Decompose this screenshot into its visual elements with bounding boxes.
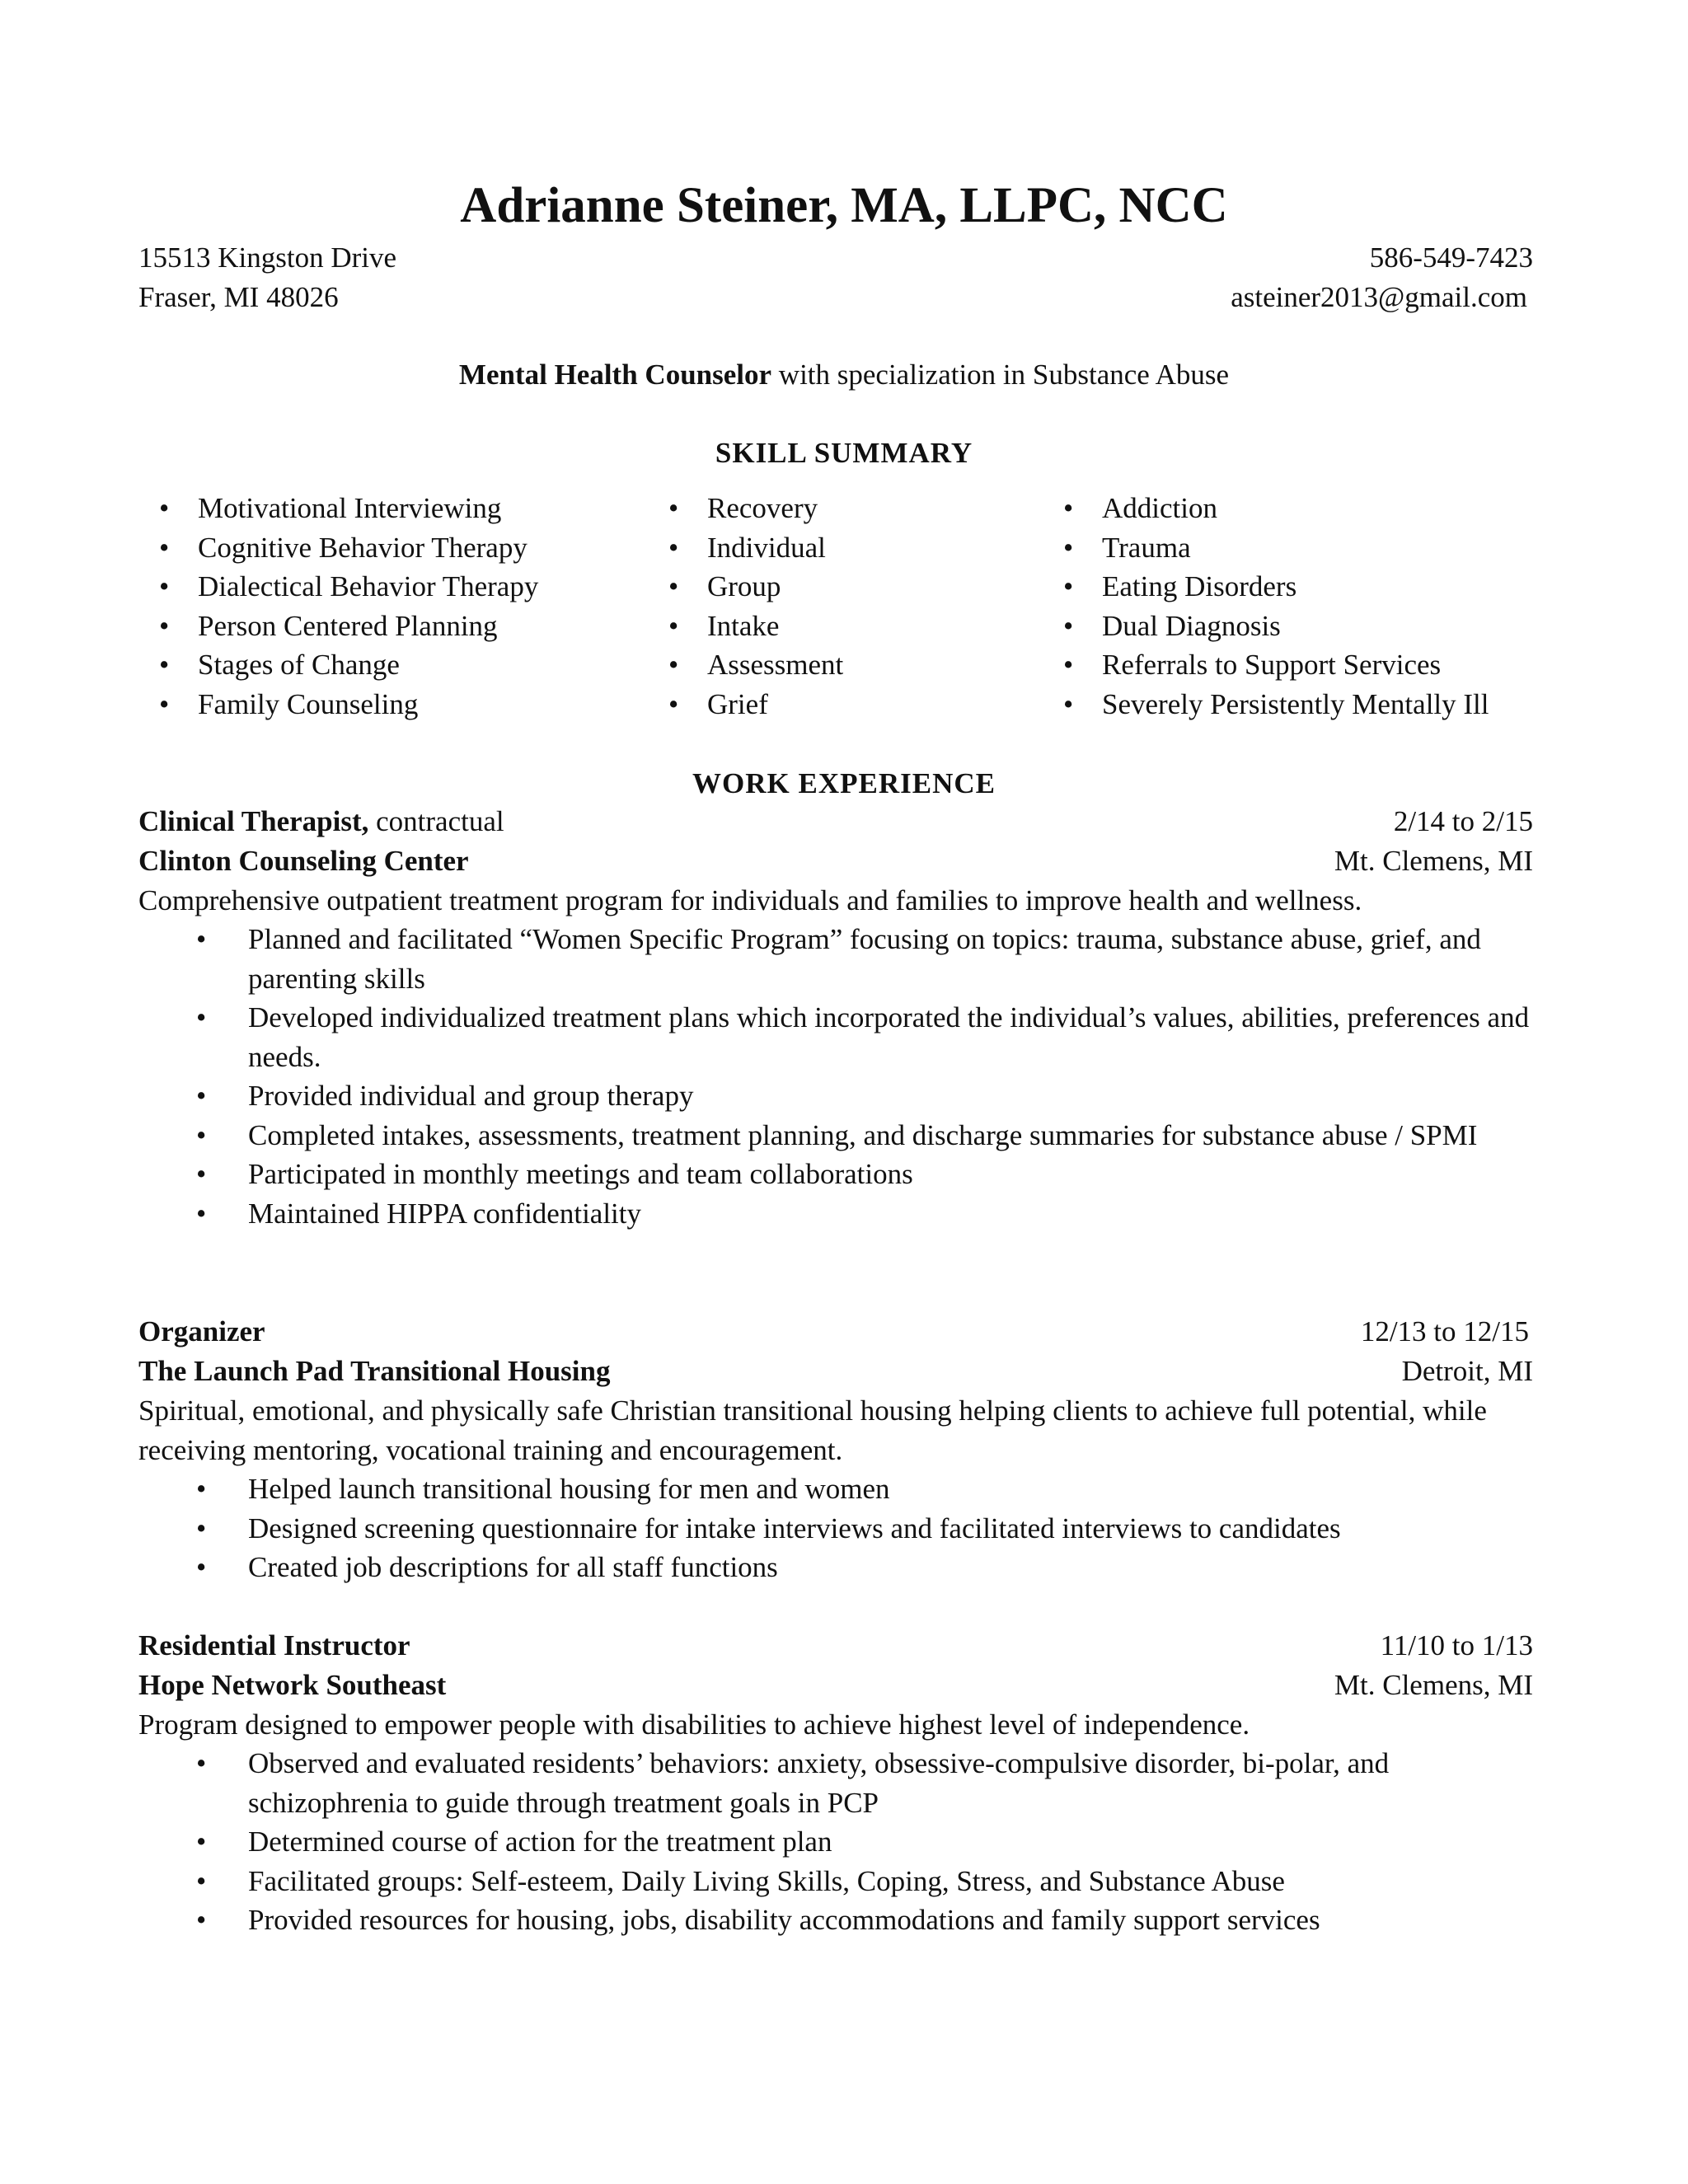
list-item: • Completed intakes, assessments, treatment planning, and discharge summaries for substance abuse / SPMI [196, 1118, 1478, 1151]
skill-item: • Referrals to Support Services [1063, 649, 1442, 681]
job-title: Organizer [138, 1315, 265, 1347]
skills-column-3 [1043, 489, 1489, 724]
list-item: • Facilitated groups: Self-esteem, Daily Living Skills, Coping, Stress, and Substance Abuse [196, 1864, 1285, 1897]
list-item: • Provided resources for housing, jobs, disability accommodations and family support services [196, 1904, 1320, 1936]
skill-item: • Dialectical Behavior Therapy [159, 570, 539, 602]
job-description: Program designed to empower people with disabilities to achieve highest level of independence. [138, 1708, 1250, 1741]
address-line-1: 15513 Kingston Drive [138, 241, 397, 274]
job-title-row [138, 1312, 1533, 1352]
job-title-row [138, 802, 1533, 841]
phone-number: 586-549-7423 [1369, 241, 1533, 274]
job-employer-row [138, 1666, 1533, 1705]
list-item: • Developed individualized treatment plans which incorporated the individual’s values, abilities, preferences and needs. [196, 1001, 1530, 1073]
headline [0, 355, 1688, 395]
skill-item: • Recovery [668, 492, 818, 524]
job-bullets [138, 1744, 1540, 1940]
job-description: Spiritual, emotional, and physically safe Christian transitional housing helping clients to achieve full potential, while receiving mentoring, vocational training and encouragement. [138, 1394, 1487, 1466]
list-item: • Maintained HIPPA confidentiality [196, 1197, 641, 1230]
list-item: • Observed and evaluated residents’ behaviors: anxiety, obsessive-compulsive disorder, bi-polar, and schizophrenia to guide through treatment goals in PCP [196, 1747, 1390, 1819]
skill-item: • Person Centered Planning [159, 609, 498, 642]
skill-item: • Addiction [1063, 492, 1217, 524]
skill-item: • Dual Diagnosis [1063, 609, 1281, 642]
job-employer: Hope Network Southeast [138, 1669, 447, 1701]
skill-item: • Trauma [1063, 531, 1191, 564]
job-dates: 12/13 to 12/15 [1360, 1315, 1529, 1347]
skill-item: • Assessment [668, 649, 844, 681]
headline-role: Mental Health Counselor [458, 359, 772, 391]
skill-item: • Severely Persistently Mentally Ill [1063, 687, 1489, 720]
job-employer-row [138, 1352, 1533, 1391]
job-description: Comprehensive outpatient treatment program for individuals and families to improve health and wellness. [138, 884, 1362, 916]
job-dates: 11/10 to 1/13 [1380, 1629, 1533, 1661]
skill-item: • Stages of Change [159, 649, 400, 681]
list-item: • Created job descriptions for all staff functions [196, 1551, 778, 1583]
job-location: Mt. Clemens, MI [1334, 845, 1533, 877]
job-location: Detroit, MI [1401, 1355, 1533, 1387]
job-title: Clinical Therapist, [138, 805, 369, 837]
skill-summary-heading: SKILL SUMMARY [715, 437, 973, 469]
job-bullets [138, 1469, 1540, 1587]
job-title-extra: contractual [368, 805, 504, 837]
skill-item: • Motivational Interviewing [159, 492, 502, 524]
job-bullets [138, 920, 1540, 1233]
job-employer-row [138, 841, 1533, 881]
job-dates: 2/14 to 2/15 [1393, 805, 1533, 837]
list-item: • Helped launch transitional housing for men and women [196, 1473, 890, 1505]
skill-item: • Group [668, 570, 781, 602]
job-title-row [138, 1626, 1533, 1666]
address-line-2: Fraser, MI 48026 [138, 281, 339, 313]
candidate-name: Adrianne Steiner, MA, LLPC, NCC [460, 178, 1228, 233]
list-item: • Planned and facilitated “Women Specific Program” focusing on topics: trauma, substance abuse, grief, and parenting skills [196, 923, 1481, 995]
skills-column-1 [138, 489, 538, 724]
job-employer: Clinton Counseling Center [138, 845, 469, 877]
headline-specialization: with specialization in Substance Abuse [771, 359, 1230, 391]
job-title: Residential Instructor [138, 1629, 410, 1661]
job-location: Mt. Clemens, MI [1334, 1669, 1533, 1701]
list-item: • Participated in monthly meetings and team collaborations [196, 1158, 913, 1190]
skills-column-2 [648, 489, 843, 724]
list-item: • Determined course of action for the treatment plan [196, 1825, 832, 1858]
work-experience-heading: WORK EXPERIENCE [692, 767, 996, 799]
email-address: asteiner2013@gmail.com [1231, 281, 1527, 313]
list-item: • Provided individual and group therapy [196, 1080, 694, 1112]
skill-item: • Grief [668, 687, 768, 720]
job-employer: The Launch Pad Transitional Housing [138, 1355, 611, 1387]
skill-item: • Family Counseling [159, 687, 419, 720]
skill-item: • Eating Disorders [1063, 570, 1297, 602]
skill-item: • Individual [668, 531, 826, 564]
list-item: • Designed screening questionnaire for intake interviews and facilitated interviews to candidates [196, 1511, 1341, 1544]
skill-item: • Intake [668, 609, 780, 642]
skill-item: • Cognitive Behavior Therapy [159, 531, 528, 564]
